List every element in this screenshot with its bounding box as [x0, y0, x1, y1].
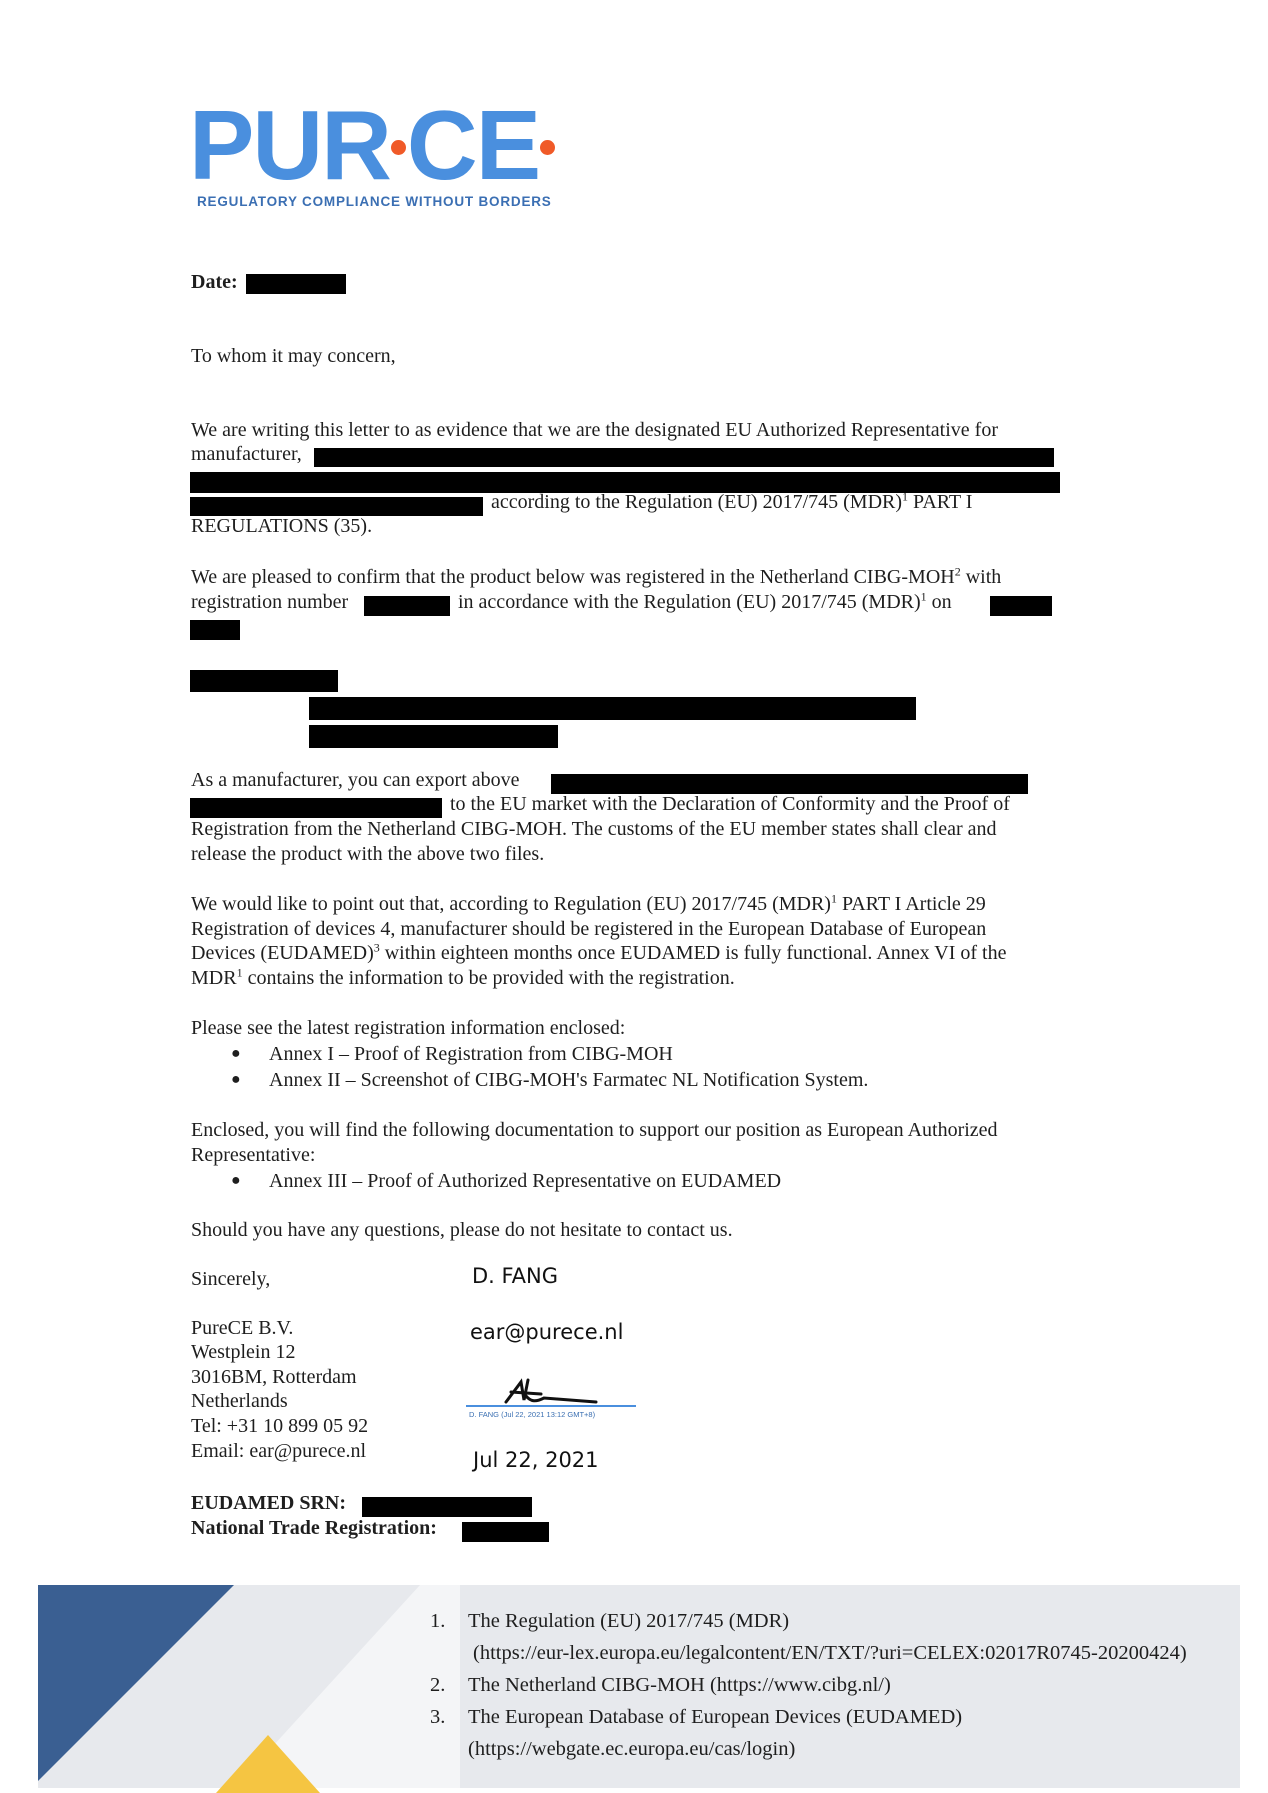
documentation-intro-line1: Enclosed, you will find the following documentation to support our position as European Authorized — [191, 1119, 998, 1141]
para1-line3-end: PART I — [908, 491, 973, 513]
footnote-number: 1. — [430, 1610, 446, 1632]
bullet-icon: ● — [231, 1045, 241, 1062]
para2-line2-label: registration number — [191, 591, 349, 613]
para4-line3 — [191, 941, 1006, 966]
footnote-ref: 1 — [920, 589, 927, 604]
bullet-icon: ● — [231, 1172, 241, 1189]
srn-label: EUDAMED SRN: — [191, 1492, 346, 1514]
para2-line2-text: in accordance with the Regulation (EU) 2017/745 (MDR) — [458, 591, 921, 613]
footer-decoration — [0, 1585, 460, 1793]
closing-text: Should you have any questions, please do not hesitate to contact us. — [191, 1219, 733, 1241]
footnote-text: The Netherland CIBG-MOH (https://www.cibg.nl/) — [468, 1674, 891, 1696]
ntr-label: National Trade Registration: — [191, 1517, 437, 1539]
para2-line1-text: We are pleased to confirm that the product below was registered in the Netherland CIBG-MOH — [191, 566, 955, 588]
logo-tagline: REGULATORY COMPLIANCE WITHOUT BORDERS — [197, 194, 552, 209]
para2-line2-end: on — [926, 591, 952, 613]
redaction-srn — [362, 1497, 532, 1517]
redaction-product-line-2 — [309, 725, 558, 748]
signature-caption: D. FANG (Jul 22, 2021 13:12 GMT+8) — [469, 1410, 596, 1419]
redaction-date — [246, 274, 346, 294]
para3-line2: to the EU market with the Declaration of Conformity and the Proof of — [450, 793, 1010, 815]
footnote-ref: 1 — [830, 891, 837, 906]
registration-intro: Please see the latest registration information enclosed: — [191, 1017, 626, 1039]
para1-line3 — [491, 490, 972, 515]
signer-name: D. FANG — [472, 1264, 559, 1288]
list-item: Annex I – Proof of Registration from CIBG-MOH — [269, 1043, 673, 1065]
para4-line1 — [191, 892, 986, 917]
company-email: Email: ear@purece.nl — [191, 1440, 366, 1462]
footnote-text: The European Database of European Devices (EUDAMED) — [468, 1706, 963, 1728]
redaction-product-name-1 — [551, 774, 1028, 794]
para1-line3-text: according to the Regulation (EU) 2017/745 (MDR) — [491, 491, 903, 513]
para4-line4-end: contains the information to be provided with the registration. — [242, 967, 735, 989]
footnote-ref: 1 — [236, 965, 243, 980]
para3-line1: As a manufacturer, you can export above — [191, 769, 520, 791]
footnote-text: The Regulation (EU) 2017/745 (MDR) — [468, 1610, 790, 1632]
signer-email: ear@purece.nl — [470, 1320, 624, 1344]
signature-date: Jul 22, 2021 — [473, 1448, 599, 1472]
footnote-number: 3. — [430, 1706, 446, 1728]
redaction-registration-date-1 — [990, 596, 1052, 616]
footnote-ref: 1 — [902, 489, 909, 504]
para2-line2 — [458, 590, 952, 615]
company-country: Netherlands — [191, 1390, 288, 1412]
para3-line4: release the product with the above two files. — [191, 843, 545, 865]
list-item: Annex III – Proof of Authorized Representative on EUDAMED — [269, 1170, 782, 1192]
para4-line4 — [191, 966, 735, 991]
documentation-intro-line2: Representative: — [191, 1144, 316, 1166]
redaction-ntr — [462, 1522, 549, 1542]
para4-line2: Registration of devices 4, manufacturer should be registered in the European Database of European — [191, 918, 987, 940]
logo-dot-2 — [540, 140, 555, 155]
company-street: Westplein 12 — [191, 1341, 296, 1363]
company-city: 3016BM, Rotterdam — [191, 1366, 357, 1388]
para1-line2: manufacturer, — [191, 443, 302, 465]
para4-line1-text: We would like to point out that, according to Regulation (EU) 2017/745 (MDR) — [191, 893, 831, 915]
footnote-url: (https://eur-lex.europa.eu/legalcontent/EN/TXT/?uri=CELEX:02017R0745-20200424) — [473, 1642, 1187, 1664]
para1-line1: We are writing this letter to as evidence that we are the designated EU Authorized Representative for — [191, 419, 998, 441]
footnote-ref: 3 — [373, 940, 380, 955]
redaction-manufacturer-1 — [314, 448, 1054, 467]
handwritten-signature — [466, 1372, 636, 1414]
redaction-product-title — [190, 670, 338, 692]
para2-line1-end: with — [960, 566, 1002, 588]
footnote-number: 2. — [430, 1674, 446, 1696]
para4-line3-text: Devices (EUDAMED) — [191, 942, 374, 964]
redaction-product-line-1 — [309, 697, 916, 720]
redaction-product-name-2 — [190, 798, 442, 818]
date-label: Date: — [191, 271, 238, 293]
para4-line1-end: PART I Article 29 — [836, 893, 986, 915]
redaction-registration-number — [364, 596, 450, 616]
para4-line3-end: within eighteen months once EUDAMED is fully functional. Annex VI of the — [379, 942, 1007, 964]
bullet-icon: ● — [231, 1071, 241, 1088]
footnote-url: (https://webgate.ec.europa.eu/cas/login) — [468, 1738, 796, 1760]
company-tel: Tel: +31 10 899 05 92 — [191, 1415, 369, 1437]
logo-word-mid: C — [406, 90, 476, 200]
greeting: To whom it may concern, — [191, 345, 396, 367]
footnote-ref: 2 — [954, 564, 961, 579]
para4-line4-text: MDR — [191, 967, 237, 989]
para2-line1 — [191, 565, 1001, 590]
logo-dot — [391, 140, 406, 155]
para1-line4: REGULATIONS (35). — [191, 515, 373, 537]
redaction-registration-date-2 — [190, 620, 240, 640]
sincerely: Sincerely, — [191, 1268, 271, 1290]
list-item: Annex II – Screenshot of CIBG-MOH's Farmatec NL Notification System. — [269, 1069, 869, 1091]
company-name: PureCE B.V. — [191, 1317, 294, 1339]
company-logo: PUR CE — [189, 96, 556, 194]
logo-word-left: PUR — [189, 90, 390, 200]
para3-line3: Registration from the Netherland CIBG-MOH. The customs of the EU member states shall clear and — [191, 818, 997, 840]
